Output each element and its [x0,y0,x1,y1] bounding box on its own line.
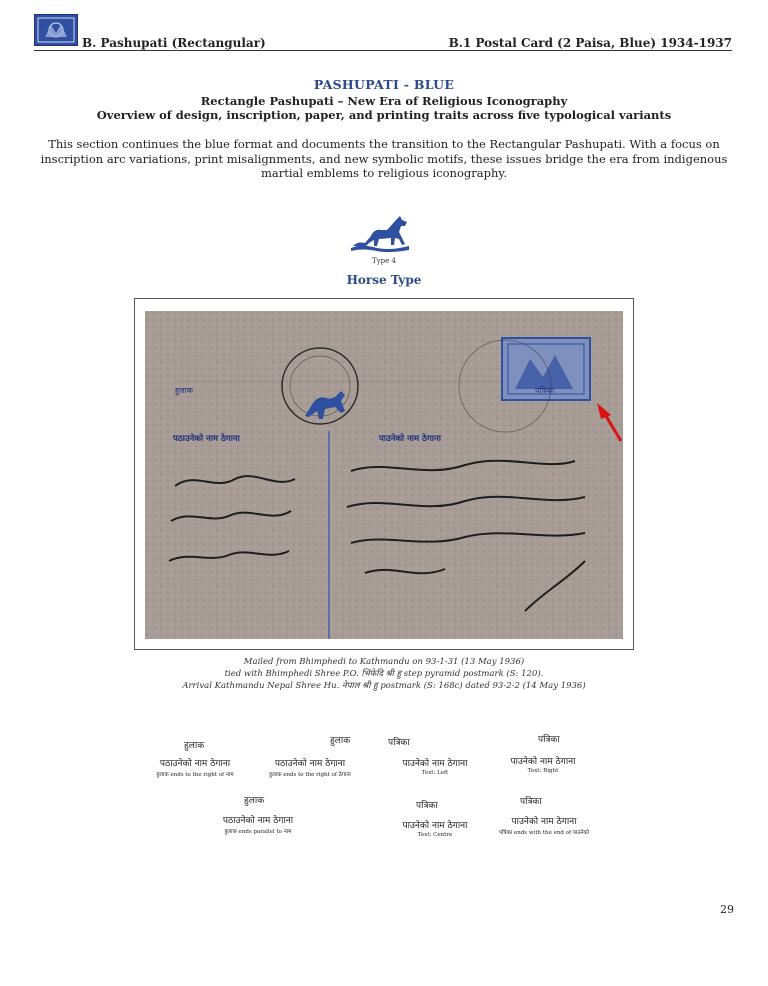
caption-line-2: tied with Bhimphedi Shree P.O. भिंफेदि श्री हु step pyramid postmark (S: 120). [224,669,544,679]
card-right-heading: पत्रिका [535,386,555,395]
card-caption [0,656,768,692]
variant-note: Text: Centre [417,832,453,838]
variant-3 [380,735,490,776]
emblem-name: Horse Type [346,273,422,287]
variant-1 [140,738,250,778]
section-overview: Overview of design, inscription, paper, and printing traits across five typological variants [96,108,672,122]
variant-label: पठाउनेको नाम ठेगाना [159,759,231,769]
variant-6 [380,798,490,838]
variant-heading: हुलाक [244,796,265,806]
variant-label: पठाउनेको नाम ठेगाना [222,816,294,826]
variant-note: हुलाक ends parallel to नाम [224,829,292,835]
variant-7 [484,794,604,836]
header-left-title: B. Pashupati (Rectangular) [82,36,266,50]
postal-card-image [145,311,623,639]
emblem-type-label: Type 4 [372,257,396,265]
horse-emblem-icon [347,212,415,254]
variant-label: पाउनेको नाम ठेगाना [402,821,468,831]
variant-heading: हुलाक [330,736,351,746]
variant-4 [488,732,598,774]
page-number: 29 [720,903,734,916]
postal-card-frame [134,298,634,650]
section-subtitle: Rectangle Pashupati – New Era of Religious Iconography [200,94,568,108]
variant-heading: पत्रिका [538,735,560,745]
card-recipient-label: पाउनेको नाम ठेगाना [379,434,441,444]
variant-heading: पत्रिका [520,797,542,807]
header-right-title: B.1 Postal Card (2 Paisa, Blue) 1934-1937 [448,36,732,50]
variant-label: पठाउनेको नाम ठेगाना [274,759,346,769]
variant-note: Text: Left [421,770,449,776]
variant-heading: पत्रिका [388,738,410,748]
variant-note: Text: Right [527,768,559,774]
variant-heading: हुलाक [184,741,205,751]
section-title: PASHUPATI - BLUE [313,77,455,92]
variant-heading: पत्रिका [416,801,438,811]
caption-line-3: Arrival Kathmandu Nepal Shree Hu. नेपाल श्री हु postmark (S: 168c) dated 93-2-2 (14 May 1936) [182,681,586,691]
variant-note: हुलाक ends to the right of ठेगाना [269,772,351,778]
variant-5 [202,793,314,835]
card-sender-label: पठाउनेको नाम ठेगाना [173,434,240,444]
variant-label: पाउनेको नाम ठेगाना [402,759,468,769]
caption-line-1: Mailed from Bhimphedi to Kathmandu on 93-1-31 (13 May 1936) [243,657,525,667]
variant-label: पाउनेको नाम ठेगाना [511,817,577,827]
intro-paragraph: This section continues the blue format and documents the transition to the Rectangular Pashupati. With a focus on inscription arc variations, print misalignments, and new symbolic motifs, these issues bridge the era from indigenous martial emblems to religious iconography. [40,137,728,180]
stamp-thumbnail-icon [34,14,78,46]
variant-2 [254,733,366,778]
variant-label: पाउनेको नाम ठेगाना [510,757,576,767]
page-header [34,14,732,51]
variant-note: हुलाक ends to the right of नाम [156,772,234,778]
variant-note: पत्रिका ends with the end of पाउनेको [498,830,590,836]
card-left-heading: हुलाक [175,386,193,395]
